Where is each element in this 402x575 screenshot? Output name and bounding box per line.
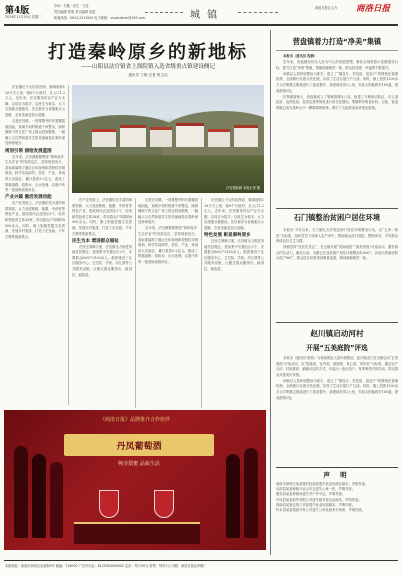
- building: [234, 125, 258, 147]
- wine-bottle-icon: [14, 446, 28, 538]
- section-title: 城 镇: [190, 10, 220, 21]
- article1-title-rule: [276, 50, 398, 51]
- lead-subhead: 产业兴镇 激活发展动能: [5, 195, 52, 201]
- lead-byline: 通讯员 王刚 记者 程玉洁: [128, 73, 168, 77]
- wine-glass-icon: [99, 490, 119, 518]
- lead-column-4: [204, 198, 264, 408]
- masthead-rule: [4, 24, 398, 26]
- building: [208, 129, 230, 147]
- notice-item: 商洛市商州区某某建材经营部遗失营业执照正副本，声明作废。: [276, 482, 369, 486]
- article2-body: [276, 228, 398, 320]
- notice-item: 镇安县某某养殖场遗失开户许可证，声明作废。: [276, 492, 346, 497]
- article3-paragraph: 该镇以人居环境整治为抓手，建立了“镇包片、村包组、组包户”的网格化管理机制，全面推行垃圾分类处理，实现了生活垃圾日产日清。同时，镇上投资1200余万元对集镇主街道进行了改造提升，新建绿化带2公里，安装太阳能路灯180盏，建成游园2处。: [276, 378, 398, 400]
- wine-glass-icon: [154, 490, 174, 518]
- publisher-note: 商洛日报社主办: [315, 6, 338, 10]
- lead-paragraph: 在民生保障方面，法官镇全力推进易地扶贫搬迁，建成集中安置社区2个，安置群众860户3100余人。配套建设了社区服务中心、卫生院、学校、幼儿园等公共服务设施，让搬迁群众搬得出、稳得住、能致富。: [204, 239, 264, 272]
- lead-paragraph: 在产业发展上，法官镇依托丰富的林果资源，大力发展核桃、板栗、中药材等特色产业，建成现代农业园区3个，培育新型经营主体28家，带动群众户均增收8000余元。同时，镇上积极挖掘生态资源，发展乡村旅游，打造了法官庙、千年古樟等旅游景点。: [5, 201, 65, 239]
- section-divider-left: [145, 12, 183, 13]
- article2-title: 石门镇整治贫困户居住环境: [293, 213, 381, 222]
- paper-logo: 商洛日报: [356, 4, 391, 14]
- article1-body: [276, 54, 398, 207]
- building: [150, 127, 172, 147]
- article1-paragraph: 该镇以人居环境整治为抓手，建立了“镇包片、村包组、组包户”的网格化管理机制，全面推行垃圾分类处理，实现了生活垃圾日产日清。同时，镇上投资1200余万元对集镇主街道进行了改造提升，新建绿化带2公里，安装太阳能路灯180盏，建成游园2处。: [276, 71, 398, 93]
- article2-paragraph: 本报讯 今年以来，石门镇扎实开展贫困户居住环境整治行动，以“五净一规范”为标准，组织党员干部深入农户家中，帮助群众清扫庭院、整理家务，引导群众养成良好卫生习惯。: [276, 228, 398, 244]
- photo-caption: 法官镇新貌 本报记者 摄: [226, 186, 260, 190]
- lead-paragraph: 近年来，法官镇紧紧围绕“秦岭原乡·生态法官”的发展定位，坚持规划先行，高标准编制了镇区总体规划和控制性详细规划，科学布局商贸、居住、产业、休闲四大功能区，累计投资3.2亿元，建成了集镇道路、给排水、污水处理、垃圾中转等一批基础设施项目。: [138, 226, 198, 265]
- masthead: [0, 0, 402, 27]
- article3-paragraph: 本报讯（通讯员 陈茜）为持续推进人居环境整治，赵川镇近日在全镇启动“五美庭院”评选活动，以“院落美、室内美、厨厕美、身心美、家风美”为标准，通过农户自评、村组推荐、镇级评定的方式，评选出一批示范户，发挥典型引领作用，带动群众共建美好家园。: [276, 356, 398, 377]
- ad-slogan: 畅享甜蜜 品味生活: [118, 461, 160, 467]
- lead-paragraph: 在民生保障方面，法官镇全力推进易地扶贫搬迁，建成集中安置社区2个，安置群众860户3100余人。配套建设了社区服务中心、卫生院、学校、幼儿园等公共服务设施，让搬迁群众搬得出、稳得住、能致富。: [72, 244, 132, 277]
- article3-title-line1: 赵川镇启动河村: [310, 329, 364, 338]
- editors-line: 责任编辑 郑明 美术编辑 高霞: [54, 10, 96, 14]
- column-rule: [68, 85, 69, 405]
- lead-photo: [72, 85, 264, 193]
- wine-bottle-icon: [226, 454, 240, 538]
- column-rule: [135, 198, 136, 408]
- article1-title: 营盘镇着力打造“净美”集镇: [292, 37, 382, 46]
- notice-title: 声 明: [323, 471, 351, 479]
- page-column-rule: [270, 30, 271, 555]
- top-line: 市场 · 专题 · 民生 · 文化: [54, 4, 89, 8]
- lead-subhead: 规划引领 描绘发展蓝图: [5, 148, 52, 154]
- article3-top-rule: [276, 322, 398, 323]
- lead-subtitle: ——山阳县法官镇省土溜院镇入选省级重点镇建设侧记: [80, 64, 216, 70]
- ad-display-case: [74, 522, 200, 544]
- lead-column-2: [72, 198, 132, 408]
- section-divider-right: [238, 12, 278, 13]
- notice-item: 柞水县某某旅游开发公司遗失公章及财务专用章，声明作废。: [276, 508, 366, 513]
- lead-paragraph: 在产业发展上，法官镇依托丰富的林果资源，大力发展核桃、板栗、中药材等特色产业，建成现代农业园区3个，培育新型经营主体28家，带动群众户均增收8000余元。同时，镇上积极挖掘生态资源，发展乡村旅游，打造了法官庙、千年古樟等旅游景点。: [72, 198, 132, 236]
- notice-item: 丹凤县某某商贸有限公司遗失税务登记证副本，声明作废。: [276, 497, 362, 502]
- ad-shop-name: 丹凤葡萄酒: [116, 442, 162, 452]
- column-rule: [201, 198, 202, 408]
- lead-subhead: 特色发展 彰显秦岭原乡: [204, 233, 251, 239]
- lead-column-3: [138, 198, 198, 408]
- building: [176, 123, 204, 147]
- wine-bottle-icon: [32, 454, 46, 538]
- page-number: 第4版: [5, 6, 30, 16]
- article1-paragraph: 在集镇管理上，营盘镇成立了集镇管理办公室，组建了专职保洁队伍，对占道经营、乱停乱放、乱搭乱建等现象进行常态化整治，集镇秩序明显好转。目前，营盘集镇已成为秦岭山中一颗璀璨的明珠，吸引了大批游客前来观光旅游。: [276, 94, 398, 110]
- lead-paragraph: 近年来，法官镇紧紧围绕“秦岭原乡·生态法官”的发展定位，坚持规划先行，高标准编制了镇区总体规划和控制性详细规划，科学布局商贸、居住、产业、休闲四大功能区，累计投资3.2亿元，建成了集镇道路、给排水、污水处理、垃圾中转等一批基础设施项目。: [5, 154, 65, 193]
- notice-item: 洛南县某某农资门市部遗失营业执照副本，声明作废。: [276, 502, 356, 507]
- lead-title: 打造秦岭原乡的新地标: [48, 42, 248, 63]
- notice-list: [276, 482, 398, 552]
- wine-ad: [4, 410, 266, 550]
- building: [120, 125, 146, 147]
- lead-subhead: 民生为本 增进群众福祉: [72, 238, 119, 244]
- ad-top-line: 《商洛日报》品牌推介合作伙伴: [99, 417, 170, 423]
- lead-paragraph: 法官镇位于山阳县西部，镇域面积126平方公里，辖8个行政村，总人口1.2万人。近年来，法官镇坚持以产业为支撑，以项目为抓手，以民生为根本，大力实施重点镇建设，先后被评为省级重点示范镇、全省美丽宜居示范镇。: [204, 198, 264, 230]
- lead-paragraph: 法官镇位于山阳县西部，镇域面积126平方公里，辖8个行政村，总人口1.2万人。近年来，法官镇坚持以产业为支撑，以项目为抓手，以民生为根本，大力实施重点镇建设，先后被评为省级重点示范镇、全省美丽宜居示范镇。: [5, 85, 65, 117]
- article1-paragraph: 近年来，营盘镇坚持以人民为中心的发展思想，紧扣全域旅游示范镇建设目标，着力打造“净美”集镇，集镇面貌焕然一新，群众获得感、幸福感不断提升。: [276, 60, 398, 70]
- footer-text: 本报地址：商洛市商州区北新街6号 邮编：726000 广告许可证：6125004000002 定价：每月30元 零售：每份1元 印刷：商洛日报社印刷厂: [5, 564, 207, 568]
- wine-bottle-icon: [244, 448, 258, 538]
- lead-paragraph: 走进法官镇，一排排整齐的安置楼拔地而起，宽阔平坦的街道干净整洁，绿树掩映下的文化广场上群众悠闲锻炼，一幅幅人与自然和谐共生的美丽画卷在秦岭深处徐徐展开。: [5, 119, 65, 146]
- article3-body: [276, 356, 398, 464]
- notice-item: 山阳县某某种植专业合作社遗失公章一枚，声明作废。: [276, 487, 356, 492]
- footer-rule: [4, 560, 398, 561]
- lead-paragraph: 走进法官镇，一排排整齐的安置楼拔地而起，宽阔平坦的街道干净整洁，绿树掩映下的文化广场上群众悠闲锻炼，一幅幅人与自然和谐共生的美丽画卷在秦岭深处徐徐展开。: [138, 198, 198, 225]
- article2-top-rule: [276, 208, 398, 209]
- date-line: 2019年11月19日 星期二: [5, 15, 42, 19]
- article3-title-line2: 开展“五美庭院”评选: [306, 344, 368, 352]
- article1-byline: 本报讯（通讯员 程倩）: [283, 54, 318, 58]
- wine-bottle-icon: [50, 462, 63, 538]
- building: [92, 129, 116, 147]
- contact-line: 新闻热线：0914-2313520 电子邮箱：sluokuzhen@163.com: [54, 16, 146, 20]
- article2-paragraph: 该镇坚持“扶贫先扶志”，在全镇开展“美丽庭院”“最美家庭”评选活动，激发群众内生动力。截至目前，全镇已完成贫困户居住环境整治1260户，评选出美丽庭院示范户86户，群众居住环境得到明显改善，精神面貌焕然一新。: [276, 245, 398, 261]
- notice-top-rule: [276, 467, 398, 468]
